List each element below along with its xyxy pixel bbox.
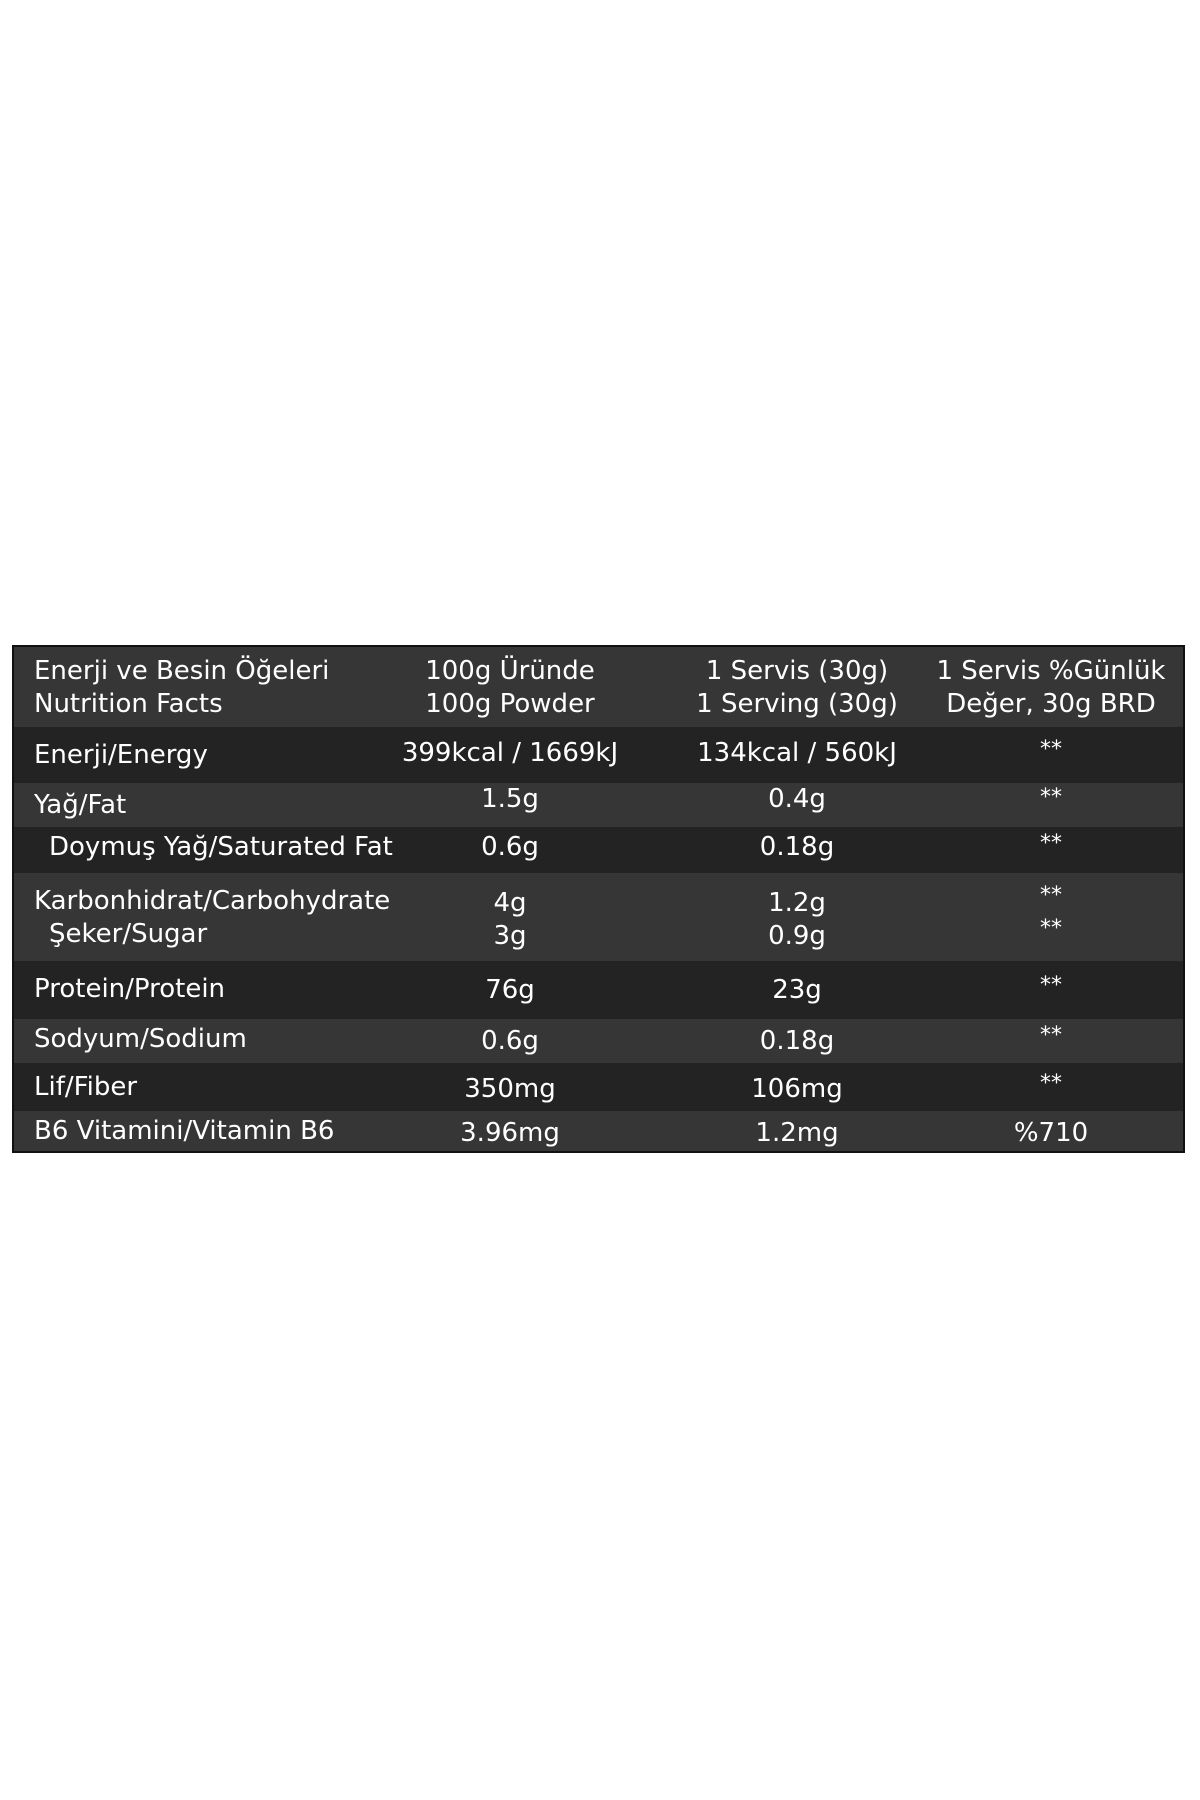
header-per-serving <box>696 655 898 721</box>
row-label: Enerji/Energy <box>34 740 208 770</box>
row-per-serving: 1.2g <box>768 888 826 918</box>
nutrition-table <box>12 645 1185 1153</box>
row-daily-value: ** <box>1040 785 1062 810</box>
table-row <box>14 727 1183 783</box>
row-per-serving: 106mg <box>751 1074 843 1104</box>
header-nutrients-tr: Enerji ve Besin Öğeleri <box>34 656 330 686</box>
table-row <box>14 1019 1183 1063</box>
row-per-serving-sub: 0.9g <box>768 921 826 951</box>
row-daily-value-group <box>1040 879 1062 945</box>
header-per100g-en: 100g Powder <box>425 689 595 719</box>
row-label: Yağ/Fat <box>34 790 127 820</box>
row-label-group <box>34 885 390 951</box>
row-per100g: 0.6g <box>481 832 539 862</box>
table-row <box>14 1063 1183 1111</box>
row-daily-value: ** <box>1040 1023 1062 1048</box>
header-nutrients-en: Nutrition Facts <box>34 689 223 719</box>
row-per100g-group <box>493 887 526 953</box>
row-per-serving: 0.18g <box>759 1026 835 1056</box>
header-nutrients <box>34 655 329 721</box>
table-row <box>14 873 1183 961</box>
row-per-serving: 23g <box>772 975 822 1005</box>
row-per-serving: 0.4g <box>768 784 826 814</box>
row-per100g: 350mg <box>464 1074 556 1104</box>
table-row <box>14 1111 1183 1151</box>
row-per100g: 399kcal / 1669kJ <box>401 738 619 768</box>
header-per-serving-tr: 1 Servis (30g) <box>705 656 889 686</box>
row-per-serving-group <box>768 887 826 953</box>
row-label: Doymuş Yağ/Saturated Fat <box>49 832 393 862</box>
header-per100g-tr: 100g Üründe <box>425 656 595 686</box>
table-row <box>14 961 1183 1019</box>
row-per100g: 1.5g <box>481 784 539 814</box>
row-label-sub: Şeker/Sugar <box>49 919 208 949</box>
row-per100g: 0.6g <box>481 1026 539 1056</box>
table-row <box>14 783 1183 827</box>
row-label: Karbonhidrat/Carbohydrate <box>34 886 391 916</box>
header-per100g <box>425 655 595 721</box>
row-label: Lif/Fiber <box>34 1072 138 1102</box>
row-label: Sodyum/Sodium <box>34 1024 247 1054</box>
row-daily-value: ** <box>1040 973 1062 998</box>
row-daily-value: ** <box>1040 1071 1062 1096</box>
row-daily-value: ** <box>1040 737 1062 762</box>
row-label: B6 Vitamini/Vitamin B6 <box>34 1116 335 1146</box>
row-per100g: 3.96mg <box>460 1118 560 1148</box>
row-label: Protein/Protein <box>34 974 226 1004</box>
header-daily-value-line2: Değer, 30g BRD <box>946 689 1156 719</box>
row-per100g-sub: 3g <box>493 921 527 951</box>
row-per-serving: 0.18g <box>759 832 835 862</box>
row-daily-value: ** <box>1040 883 1062 908</box>
row-daily-value: ** <box>1040 831 1062 856</box>
header-daily-value-line1: 1 Servis %Günlük <box>936 656 1166 686</box>
row-daily-value: %710 <box>1013 1118 1089 1148</box>
header-per-serving-en: 1 Serving (30g) <box>696 689 898 719</box>
row-daily-value-sub: ** <box>1040 916 1062 941</box>
header-daily-value <box>937 655 1166 721</box>
row-per100g: 76g <box>485 975 535 1005</box>
row-per-serving: 134kcal / 560kJ <box>697 738 897 768</box>
table-row <box>14 827 1183 873</box>
table-header <box>14 647 1183 727</box>
row-per-serving: 1.2mg <box>755 1118 839 1148</box>
row-per100g: 4g <box>493 888 527 918</box>
